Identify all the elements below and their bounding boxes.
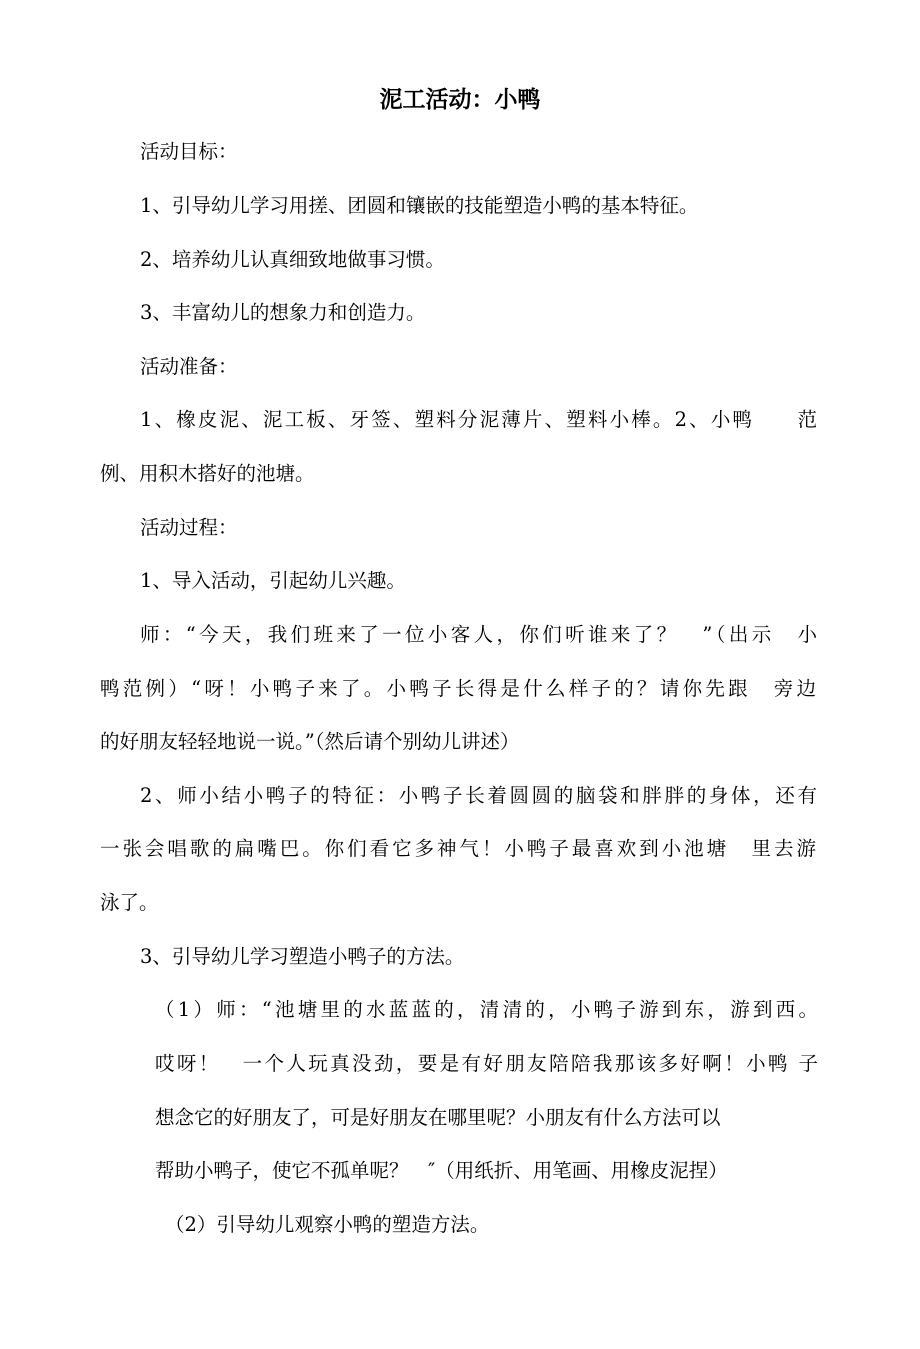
paragraph-line: 一张会唱歌的扁嘴巴。你们看它多神气！小鸭子最喜欢到小池塘 里去游 [100,837,816,860]
paragraph-line: 1、导入活动，引起幼儿兴趣。 [140,569,406,592]
paragraph-line: 哎呀！ 一个人玩真没劲，要是有好朋友陪陪我那该多好啊！小鸭 子 [155,1052,818,1075]
section-heading-goals: 活动目标： [140,140,238,163]
paragraph-line: 1、橡皮泥、泥工板、牙签、塑料分泥薄片、塑料小棒。2、小鸭 范 [140,408,817,431]
paragraph-line: 师：“今天，我们班来了一位小客人，你们听谁来了？ ”（出示 小 [140,623,817,646]
paragraph-line: 的好朋友轻轻地说一说。”（然后请个别幼儿讲述） [100,730,520,753]
paragraph-line: 泳了。 [100,891,159,914]
paragraph-line: 3、丰富幼儿的想象力和创造力。 [140,301,426,324]
paragraph-line: 鸭范例）“呀！小鸭子来了。小鸭子长得是什么样子的？请你先跟 旁边 [100,677,816,700]
paragraph-line: 1、引导幼儿学习用搓、团圆和镶嵌的技能塑造小鸭的基本特征。 [140,194,699,217]
paragraph-line: 2、培养幼儿认真细致地做事习惯。 [140,248,445,271]
paragraph-line: （2）引导幼儿观察小鸭的塑造方法。 [165,1213,490,1236]
section-heading-preparation: 活动准备： [140,355,238,378]
section-heading-process: 活动过程： [140,516,238,539]
paragraph-line: 例、用积木搭好的池塘。 [100,462,315,485]
paragraph-line: （1）师：“池塘里的水蓝蓝的，清清的，小鸭子游到东，游到西。 [155,998,818,1021]
paragraph-line: 想念它的好朋友了，可是好朋友在哪里呢？小朋友有什么方法可以 [155,1106,721,1129]
paragraph-line: 2、师小结小鸭子的特征：小鸭子长着圆圆的脑袋和胖胖的身体，还有 [140,784,817,807]
document-title: 泥工活动：小鸭 [379,87,541,113]
paragraph-line: 帮助小鸭子，使它不孤单呢？ ″（用纸折、用笔画、用橡皮泥捏） [155,1159,728,1182]
paragraph-line: 3、引导幼儿学习塑造小鸭子的方法。 [140,945,465,968]
